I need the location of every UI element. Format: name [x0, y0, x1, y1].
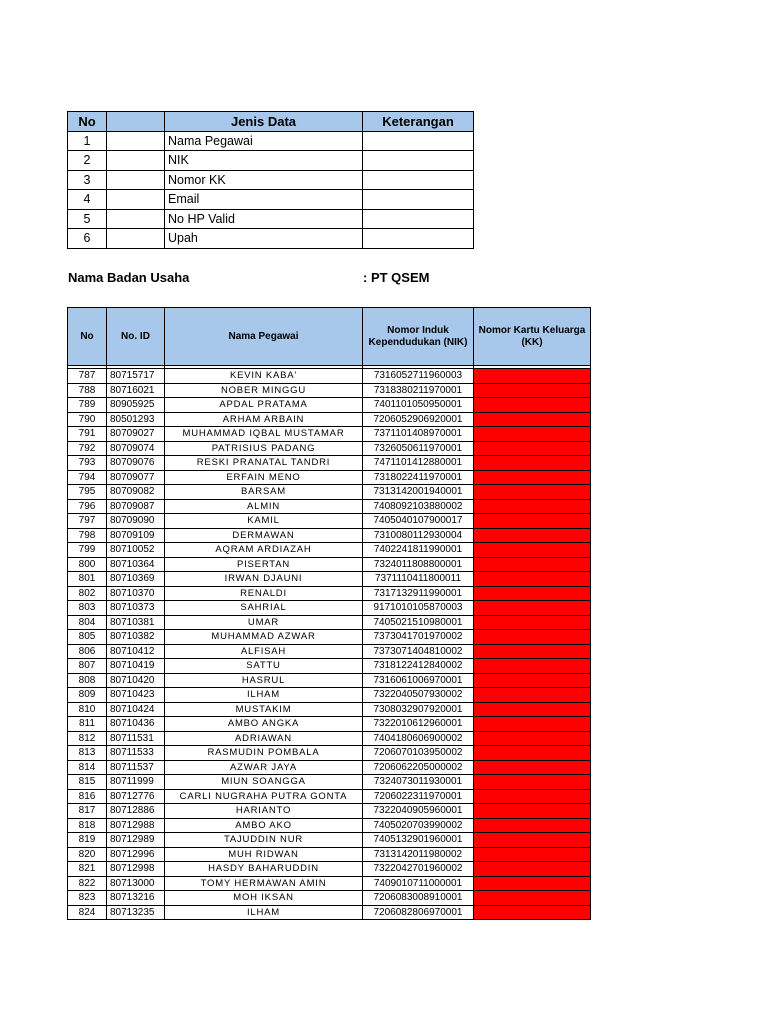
row-kk-cell[interactable]: [474, 456, 591, 471]
row-nama-pegawai: RESKI PRANATAL TANDRI: [165, 456, 363, 471]
row-nama-pegawai: AZWAR JAYA: [165, 760, 363, 775]
row-nama-pegawai: NOBER MINGGU: [165, 383, 363, 398]
row-kk-cell[interactable]: [474, 441, 591, 456]
row-nama-pegawai: APDAL PRATAMA: [165, 398, 363, 413]
row-id: 80709087: [107, 499, 165, 514]
row-kk-cell[interactable]: [474, 717, 591, 732]
row-kk-cell[interactable]: [474, 412, 591, 427]
row-kk-cell[interactable]: [474, 789, 591, 804]
row-nik: 7206062205000002: [363, 760, 474, 775]
row-no: 797: [68, 514, 107, 529]
row-kk-cell[interactable]: [474, 470, 591, 485]
row-id: 80709074: [107, 441, 165, 456]
table-row: [68, 818, 591, 833]
company-value: : PT QSEM: [363, 270, 430, 285]
row-no: 809: [68, 688, 107, 703]
header-keterangan: Keterangan: [363, 112, 474, 132]
row-nik: 7316061006970001: [363, 673, 474, 688]
row-nik: 9171010105870003: [363, 601, 474, 616]
row-id: 80711533: [107, 746, 165, 761]
row-id: 80711999: [107, 775, 165, 790]
row-nik: 7317132911990001: [363, 586, 474, 601]
row-no: 812: [68, 731, 107, 746]
row-id: 80710412: [107, 644, 165, 659]
table-row: [68, 833, 591, 848]
table-row: [68, 630, 591, 645]
row-no: 821: [68, 862, 107, 877]
row-id: 80710423: [107, 688, 165, 703]
data-type-name: Nama Pegawai: [165, 131, 363, 151]
row-kk-cell[interactable]: [474, 383, 591, 398]
data-type-no: 3: [68, 170, 107, 190]
data-type-blank-cell[interactable]: [107, 190, 165, 210]
row-id: 80710420: [107, 673, 165, 688]
data-type-no: 4: [68, 190, 107, 210]
data-type-name: Email: [165, 190, 363, 210]
row-no: 811: [68, 717, 107, 732]
row-nik: 7313142011980002: [363, 847, 474, 862]
row-id: 80710381: [107, 615, 165, 630]
row-id: 80709109: [107, 528, 165, 543]
row-no: 808: [68, 673, 107, 688]
table-row: [68, 499, 591, 514]
row-id: 80712998: [107, 862, 165, 877]
header-blank: [107, 112, 165, 132]
row-kk-cell[interactable]: [474, 905, 591, 920]
header-id: No. ID: [107, 308, 165, 366]
data-types-header-row: [68, 112, 474, 132]
row-nama-pegawai: PATRISIUS PADANG: [165, 441, 363, 456]
row-nik: 7206052906920001: [363, 412, 474, 427]
employee-header-row: [68, 308, 591, 366]
row-kk-cell[interactable]: [474, 702, 591, 717]
row-id: 80712989: [107, 833, 165, 848]
row-kk-cell[interactable]: [474, 876, 591, 891]
row-nik: 7322040507930002: [363, 688, 474, 703]
row-nama-pegawai: SATTU: [165, 659, 363, 674]
table-row: [68, 789, 591, 804]
row-no: 818: [68, 818, 107, 833]
table-row: [68, 412, 591, 427]
table-row: [68, 383, 591, 398]
row-no: 799: [68, 543, 107, 558]
header-no: No: [68, 112, 107, 132]
row-no: 814: [68, 760, 107, 775]
row-no: 790: [68, 412, 107, 427]
row-no: 820: [68, 847, 107, 862]
row-no: 794: [68, 470, 107, 485]
row-no: 798: [68, 528, 107, 543]
row-kk-cell[interactable]: [474, 499, 591, 514]
row-nik: 7401101050950001: [363, 398, 474, 413]
table-row: [68, 369, 591, 384]
table-row: [68, 601, 591, 616]
row-id: 80711537: [107, 760, 165, 775]
table-row: [68, 615, 591, 630]
row-kk-cell[interactable]: [474, 760, 591, 775]
row-nik: 7405040107900017: [363, 514, 474, 529]
table-row: [68, 746, 591, 761]
table-row: [68, 572, 591, 587]
row-nik: 7316052711960003: [363, 369, 474, 384]
row-nama-pegawai: MUHAMMAD IQBAL MUSTAMAR: [165, 427, 363, 442]
row-nik: 7371101408970001: [363, 427, 474, 442]
row-nama-pegawai: HASDY BAHARUDDIN: [165, 862, 363, 877]
row-kk-cell[interactable]: [474, 630, 591, 645]
data-type-blank-cell[interactable]: [107, 170, 165, 190]
table-row: [68, 717, 591, 732]
data-type-row: [68, 131, 474, 151]
row-nama-pegawai: TOMY HERMAWAN AMIN: [165, 876, 363, 891]
row-id: 80709090: [107, 514, 165, 529]
row-id: 80711531: [107, 731, 165, 746]
data-type-keterangan[interactable]: [363, 170, 474, 190]
row-nama-pegawai: RENALDI: [165, 586, 363, 601]
row-nama-pegawai: PISERTAN: [165, 557, 363, 572]
row-kk-cell[interactable]: [474, 731, 591, 746]
row-id: 80905925: [107, 398, 165, 413]
row-id: 80710369: [107, 572, 165, 587]
row-no: 793: [68, 456, 107, 471]
row-no: 803: [68, 601, 107, 616]
row-no: 795: [68, 485, 107, 500]
row-nik: 7322042701960002: [363, 862, 474, 877]
table-row: [68, 804, 591, 819]
row-nama-pegawai: HASRUL: [165, 673, 363, 688]
row-nama-pegawai: AMBO AKO: [165, 818, 363, 833]
data-type-row: [68, 209, 474, 229]
row-no: 823: [68, 891, 107, 906]
table-row: [68, 688, 591, 703]
table-row: [68, 760, 591, 775]
row-nama-pegawai: MUSTAKIM: [165, 702, 363, 717]
row-nama-pegawai: ADRIAWAN: [165, 731, 363, 746]
row-no: 804: [68, 615, 107, 630]
row-no: 789: [68, 398, 107, 413]
row-nama-pegawai: TAJUDDIN NUR: [165, 833, 363, 848]
row-kk-cell[interactable]: [474, 688, 591, 703]
row-kk-cell[interactable]: [474, 891, 591, 906]
table-row: [68, 441, 591, 456]
data-type-no: 1: [68, 131, 107, 151]
row-kk-cell[interactable]: [474, 528, 591, 543]
row-nik: 7404180606900002: [363, 731, 474, 746]
row-nama-pegawai: UMAR: [165, 615, 363, 630]
row-no: 791: [68, 427, 107, 442]
row-id: 80710424: [107, 702, 165, 717]
table-row: [68, 557, 591, 572]
table-row: [68, 775, 591, 790]
row-no: 824: [68, 905, 107, 920]
row-no: 806: [68, 644, 107, 659]
row-nik: 7313142001940001: [363, 485, 474, 500]
row-nik: 7471101412880001: [363, 456, 474, 471]
row-kk-cell[interactable]: [474, 543, 591, 558]
row-nama-pegawai: HARIANTO: [165, 804, 363, 819]
row-nama-pegawai: IRWAN DJAUNI: [165, 572, 363, 587]
row-kk-cell[interactable]: [474, 601, 591, 616]
data-type-keterangan[interactable]: [363, 209, 474, 229]
row-nik: 7373071404810002: [363, 644, 474, 659]
row-kk-cell[interactable]: [474, 557, 591, 572]
table-row: [68, 876, 591, 891]
row-id: 80709077: [107, 470, 165, 485]
data-type-blank-cell[interactable]: [107, 131, 165, 151]
data-type-blank-cell[interactable]: [107, 229, 165, 249]
row-nama-pegawai: MUH RIDWAN: [165, 847, 363, 862]
data-types-table: [67, 111, 474, 249]
data-type-row: [68, 151, 474, 171]
row-nama-pegawai: MUHAMMAD AZWAR: [165, 630, 363, 645]
row-nama-pegawai: AMBO ANGKA: [165, 717, 363, 732]
row-nik: 7318122412840002: [363, 659, 474, 674]
row-kk-cell[interactable]: [474, 862, 591, 877]
table-row: [68, 543, 591, 558]
table-row: [68, 659, 591, 674]
company-label: Nama Badan Usaha: [68, 270, 190, 285]
table-row: [68, 514, 591, 529]
row-kk-cell[interactable]: [474, 847, 591, 862]
data-type-keterangan[interactable]: [363, 151, 474, 171]
row-kk-cell[interactable]: [474, 775, 591, 790]
data-type-row: [68, 170, 474, 190]
row-nama-pegawai: ILHAM: [165, 905, 363, 920]
row-no: 805: [68, 630, 107, 645]
row-no: 822: [68, 876, 107, 891]
row-nama-pegawai: KAMIL: [165, 514, 363, 529]
row-id: 80710373: [107, 601, 165, 616]
row-nama-pegawai: CARLI NUGRAHA PUTRA GONTA: [165, 789, 363, 804]
row-kk-cell[interactable]: [474, 398, 591, 413]
row-no: 792: [68, 441, 107, 456]
row-nama-pegawai: RASMUDIN POMBALA: [165, 746, 363, 761]
row-nik: 7318380211970001: [363, 383, 474, 398]
row-id: 80713000: [107, 876, 165, 891]
header-nik: Nomor Induk Kependudukan (NIK): [363, 308, 474, 366]
row-no: 796: [68, 499, 107, 514]
data-type-name: No HP Valid: [165, 209, 363, 229]
data-type-row: [68, 190, 474, 210]
row-kk-cell[interactable]: [474, 644, 591, 659]
row-kk-cell[interactable]: [474, 615, 591, 630]
row-nik: 7324011808800001: [363, 557, 474, 572]
table-row: [68, 905, 591, 920]
row-kk-cell[interactable]: [474, 369, 591, 384]
row-no: 802: [68, 586, 107, 601]
row-kk-cell[interactable]: [474, 746, 591, 761]
row-kk-cell[interactable]: [474, 659, 591, 674]
row-kk-cell[interactable]: [474, 818, 591, 833]
row-nik: 7326050611970001: [363, 441, 474, 456]
row-kk-cell[interactable]: [474, 485, 591, 500]
employee-table: [67, 307, 591, 920]
row-nama-pegawai: ARHAM ARBAIN: [165, 412, 363, 427]
row-nik: 7324073011930001: [363, 775, 474, 790]
row-id: 80709082: [107, 485, 165, 500]
table-row: [68, 891, 591, 906]
table-row: [68, 862, 591, 877]
data-type-name: Upah: [165, 229, 363, 249]
table-row: [68, 528, 591, 543]
row-nik: 7310080112930004: [363, 528, 474, 543]
row-kk-cell[interactable]: [474, 514, 591, 529]
row-kk-cell[interactable]: [474, 586, 591, 601]
row-id: 80709076: [107, 456, 165, 471]
data-type-keterangan[interactable]: [363, 229, 474, 249]
table-row: [68, 456, 591, 471]
row-kk-cell[interactable]: [474, 427, 591, 442]
data-type-no: 2: [68, 151, 107, 171]
row-no: 787: [68, 369, 107, 384]
table-row: [68, 485, 591, 500]
row-nik: 7206082806970001: [363, 905, 474, 920]
table-row: [68, 673, 591, 688]
data-type-row: [68, 229, 474, 249]
table-row: [68, 731, 591, 746]
row-id: 80710370: [107, 586, 165, 601]
row-nik: 7322040905960001: [363, 804, 474, 819]
table-row: [68, 702, 591, 717]
row-nama-pegawai: ALMIN: [165, 499, 363, 514]
table-row: [68, 847, 591, 862]
row-nama-pegawai: ERFAIN MENO: [165, 470, 363, 485]
row-no: 810: [68, 702, 107, 717]
row-no: 816: [68, 789, 107, 804]
row-nik: 7402241811990001: [363, 543, 474, 558]
row-nik: 7409010711000001: [363, 876, 474, 891]
row-id: 80710364: [107, 557, 165, 572]
row-no: 815: [68, 775, 107, 790]
row-id: 80713216: [107, 891, 165, 906]
row-nama-pegawai: KEVIN KABA': [165, 369, 363, 384]
row-nik: 7408092103880002: [363, 499, 474, 514]
table-row: [68, 398, 591, 413]
table-row: [68, 586, 591, 601]
row-nik: 7405020703990002: [363, 818, 474, 833]
data-type-name: NIK: [165, 151, 363, 171]
row-kk-cell[interactable]: [474, 572, 591, 587]
row-nik: 7405021510980001: [363, 615, 474, 630]
row-no: 819: [68, 833, 107, 848]
row-nik: 7322010612960001: [363, 717, 474, 732]
data-type-name: Nomor KK: [165, 170, 363, 190]
row-id: 80710419: [107, 659, 165, 674]
row-no: 813: [68, 746, 107, 761]
row-no: 807: [68, 659, 107, 674]
row-id: 80710052: [107, 543, 165, 558]
row-id: 80715717: [107, 369, 165, 384]
data-type-blank-cell[interactable]: [107, 209, 165, 229]
header-nama-pegawai: Nama Pegawai: [165, 308, 363, 366]
row-nama-pegawai: DERMAWAN: [165, 528, 363, 543]
row-nama-pegawai: BARSAM: [165, 485, 363, 500]
header-kk: Nomor Kartu Keluarga (KK): [474, 308, 591, 366]
row-nik: 7371110411800011: [363, 572, 474, 587]
header-no: No: [68, 308, 107, 366]
row-id: 80709027: [107, 427, 165, 442]
row-kk-cell[interactable]: [474, 804, 591, 819]
data-type-keterangan[interactable]: [363, 190, 474, 210]
data-type-keterangan[interactable]: [363, 131, 474, 151]
row-nik: 7206070103950002: [363, 746, 474, 761]
table-row: [68, 644, 591, 659]
header-jenis-data: Jenis Data: [165, 112, 363, 132]
data-type-no: 6: [68, 229, 107, 249]
row-id: 80716021: [107, 383, 165, 398]
row-kk-cell[interactable]: [474, 673, 591, 688]
row-nama-pegawai: ILHAM: [165, 688, 363, 703]
row-nama-pegawai: SAHRIAL: [165, 601, 363, 616]
table-row: [68, 470, 591, 485]
row-id: 80712886: [107, 804, 165, 819]
data-type-no: 5: [68, 209, 107, 229]
row-id: 80712996: [107, 847, 165, 862]
row-id: 80713235: [107, 905, 165, 920]
row-nik: 7373041701970002: [363, 630, 474, 645]
row-nik: 7405132901960001: [363, 833, 474, 848]
data-type-blank-cell[interactable]: [107, 151, 165, 171]
row-id: 80710436: [107, 717, 165, 732]
row-nik: 7318022411970001: [363, 470, 474, 485]
row-id: 80501293: [107, 412, 165, 427]
row-no: 801: [68, 572, 107, 587]
row-id: 80712988: [107, 818, 165, 833]
row-nama-pegawai: MOH IKSAN: [165, 891, 363, 906]
row-nik: 7206083008910001: [363, 891, 474, 906]
row-nik: 7206022311970001: [363, 789, 474, 804]
row-id: 80710382: [107, 630, 165, 645]
row-nik: 7308032907920001: [363, 702, 474, 717]
row-id: 80712776: [107, 789, 165, 804]
row-nama-pegawai: ALFISAH: [165, 644, 363, 659]
row-kk-cell[interactable]: [474, 833, 591, 848]
row-no: 817: [68, 804, 107, 819]
row-nama-pegawai: MIUN SOANGGA: [165, 775, 363, 790]
row-no: 800: [68, 557, 107, 572]
row-no: 788: [68, 383, 107, 398]
row-nama-pegawai: AQRAM ARDIAZAH: [165, 543, 363, 558]
table-row: [68, 427, 591, 442]
